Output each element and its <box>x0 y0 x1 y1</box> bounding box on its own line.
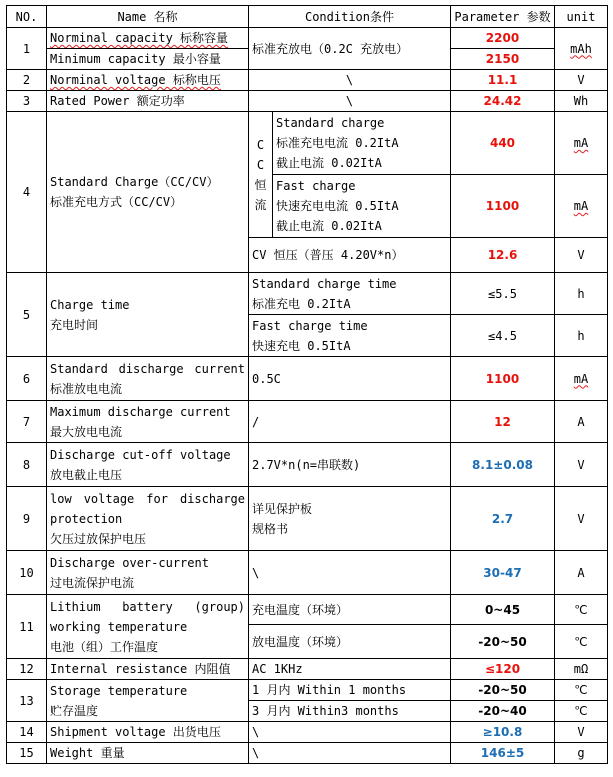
row-condition: \ <box>249 91 451 112</box>
row-unit: V <box>555 70 608 91</box>
row-name-en: Standard discharge current <box>50 361 245 376</box>
table-row <box>7 680 608 701</box>
row-number: 9 <box>7 487 47 551</box>
header-name: Name 名称 <box>47 6 249 28</box>
table-row <box>7 551 608 595</box>
row-unit: mA <box>573 136 589 150</box>
row-number: 6 <box>7 357 47 401</box>
row-unit: V <box>555 722 608 743</box>
row-number: 7 <box>7 401 47 443</box>
row-unit: mΩ <box>555 659 608 680</box>
row-number: 5 <box>7 273 47 357</box>
table-row <box>7 357 608 401</box>
table-row <box>7 112 608 175</box>
header-no: NO. <box>7 6 47 28</box>
table-row <box>7 743 608 764</box>
row-unit: g <box>555 743 608 764</box>
row-number: 15 <box>7 743 47 764</box>
row-unit: h <box>555 315 608 357</box>
table-row <box>7 91 608 112</box>
row-value: 30-47 <box>451 551 555 595</box>
row-value: -20~50 <box>451 625 555 659</box>
row-unit: A <box>555 401 608 443</box>
header-parameter: Parameter 参数 <box>451 6 555 28</box>
row-name-cn: 过电流保护电流 <box>50 575 135 590</box>
header-condition: Condition条件 <box>249 6 451 28</box>
row-name-cn: 放电截止电压 <box>50 467 123 482</box>
row-name: Norminal voltage 标称电压 <box>50 73 221 87</box>
row-name: Internal resistance 内阻值 <box>47 659 249 680</box>
row-number: 12 <box>7 659 47 680</box>
table-row <box>7 273 608 315</box>
row-condition: 标准充放电（0.2C 充放电） <box>249 28 451 70</box>
row-name: Weight 重量 <box>47 743 249 764</box>
row-number: 2 <box>7 70 47 91</box>
row-unit: ℃ <box>555 625 608 659</box>
row-name: Minimum capacity 最小容量 <box>47 49 249 70</box>
row-name-en: Lithium battery (group) <box>50 599 245 614</box>
row-value: ≤120 <box>451 659 555 680</box>
row-condition: Fast charge time 快速充电 0.5ItA <box>249 315 451 357</box>
row-name-cn: 最大放电电流 <box>50 424 123 439</box>
row-name-en: Standard Charge（CC/CV） <box>50 175 219 189</box>
row-name-en-2: protection <box>50 511 123 526</box>
row-name-cn: 标准放电电流 <box>50 381 123 396</box>
row-value: -20~40 <box>451 701 555 722</box>
cc-label: C C 恒 流 <box>249 112 273 238</box>
row-unit: ℃ <box>555 595 608 625</box>
row-value: 2.7 <box>451 487 555 551</box>
row-value: 2150 <box>451 49 555 70</box>
row-value: 12.6 <box>451 238 555 273</box>
row-name-en-2: working temperature <box>50 619 188 634</box>
row-name-cn: 电池（组）工作温度 <box>50 639 159 654</box>
row-value: 2200 <box>451 28 555 49</box>
row-number: 13 <box>7 680 47 722</box>
table-row <box>7 443 608 487</box>
row-name: Rated Power 额定功率 <box>47 91 249 112</box>
row-condition: \ <box>249 743 451 764</box>
row-unit: V <box>555 238 608 273</box>
row-value: 12 <box>451 401 555 443</box>
row-number: 11 <box>7 595 47 659</box>
table-row <box>7 487 608 551</box>
row-value: ≥10.8 <box>451 722 555 743</box>
row-value: 1100 <box>451 357 555 401</box>
row-value: ≤5.5 <box>451 273 555 315</box>
row-name-cn: 贮存温度 <box>50 703 99 718</box>
header-unit: unit <box>555 6 608 28</box>
row-unit: mA <box>573 371 589 386</box>
row-condition: CV 恒压（普压 4.20V*n） <box>249 238 451 273</box>
row-name-cn: 充电时间 <box>50 317 99 332</box>
row-unit: h <box>555 273 608 315</box>
row-condition: \ <box>249 722 451 743</box>
row-condition: Fast charge 快速充电电流 0.5ItA 截止电流 0.02ItA <box>273 175 451 238</box>
row-condition: 2.7V*n(n=串联数) <box>249 443 451 487</box>
row-name-en: Storage temperature <box>50 683 188 698</box>
row-number: 4 <box>7 112 47 273</box>
table-row <box>7 401 608 443</box>
row-value: 8.1±0.08 <box>451 443 555 487</box>
row-value: 146±5 <box>451 743 555 764</box>
row-unit: mAh <box>570 41 592 56</box>
row-condition: Standard charge time 标准充电 0.2ItA <box>249 273 451 315</box>
row-value: 1100 <box>451 175 555 238</box>
row-name: Norminal capacity 标称容量 <box>50 31 229 45</box>
table-row <box>7 28 608 49</box>
row-condition: 放电温度（环境） <box>249 625 451 659</box>
row-value: 11.1 <box>451 70 555 91</box>
row-condition: AC 1KHz <box>249 659 451 680</box>
row-unit: ℃ <box>555 701 608 722</box>
row-value: 24.42 <box>451 91 555 112</box>
row-number: 3 <box>7 91 47 112</box>
row-number: 1 <box>7 28 47 70</box>
row-condition: 0.5C <box>249 357 451 401</box>
parameter-table <box>6 5 608 764</box>
row-condition: / <box>249 401 451 443</box>
table-row <box>7 70 608 91</box>
row-name-en: Charge time <box>50 297 130 312</box>
row-name-en: Discharge over-current <box>50 555 209 570</box>
row-unit: V <box>555 443 608 487</box>
row-condition: \ <box>249 70 451 91</box>
row-value: 440 <box>451 112 555 175</box>
row-unit: V <box>555 487 608 551</box>
row-condition: 1 月内 Within 1 months <box>249 680 451 701</box>
row-unit: mA <box>573 199 589 213</box>
row-name-en: low voltage for discharge <box>50 491 245 506</box>
row-value: 0~45 <box>451 595 555 625</box>
row-name-en: Maximum discharge current <box>50 404 231 419</box>
row-condition: 3 月内 Within3 months <box>249 701 451 722</box>
row-name-cn: 欠压过放保护电压 <box>50 531 147 546</box>
row-unit: Wh <box>555 91 608 112</box>
table-row <box>7 595 608 625</box>
row-value: ≤4.5 <box>451 315 555 357</box>
table-row <box>7 659 608 680</box>
row-condition: \ <box>249 551 451 595</box>
row-number: 10 <box>7 551 47 595</box>
row-number: 8 <box>7 443 47 487</box>
row-number: 14 <box>7 722 47 743</box>
row-name-en: Discharge cut-off voltage <box>50 447 231 462</box>
row-condition: 详见保护板 规格书 <box>249 487 451 551</box>
table-row <box>7 722 608 743</box>
row-condition: 充电温度（环境） <box>249 595 451 625</box>
row-name: Shipment voltage 出货电压 <box>47 722 249 743</box>
row-unit: ℃ <box>555 680 608 701</box>
row-condition: Standard charge 标准充电电流 0.2ItA 截止电流 0.02ItA <box>273 112 451 175</box>
row-name-cn: 标准充电方式（CC/CV） <box>50 195 183 209</box>
row-unit: A <box>555 551 608 595</box>
row-value: -20~50 <box>451 680 555 701</box>
